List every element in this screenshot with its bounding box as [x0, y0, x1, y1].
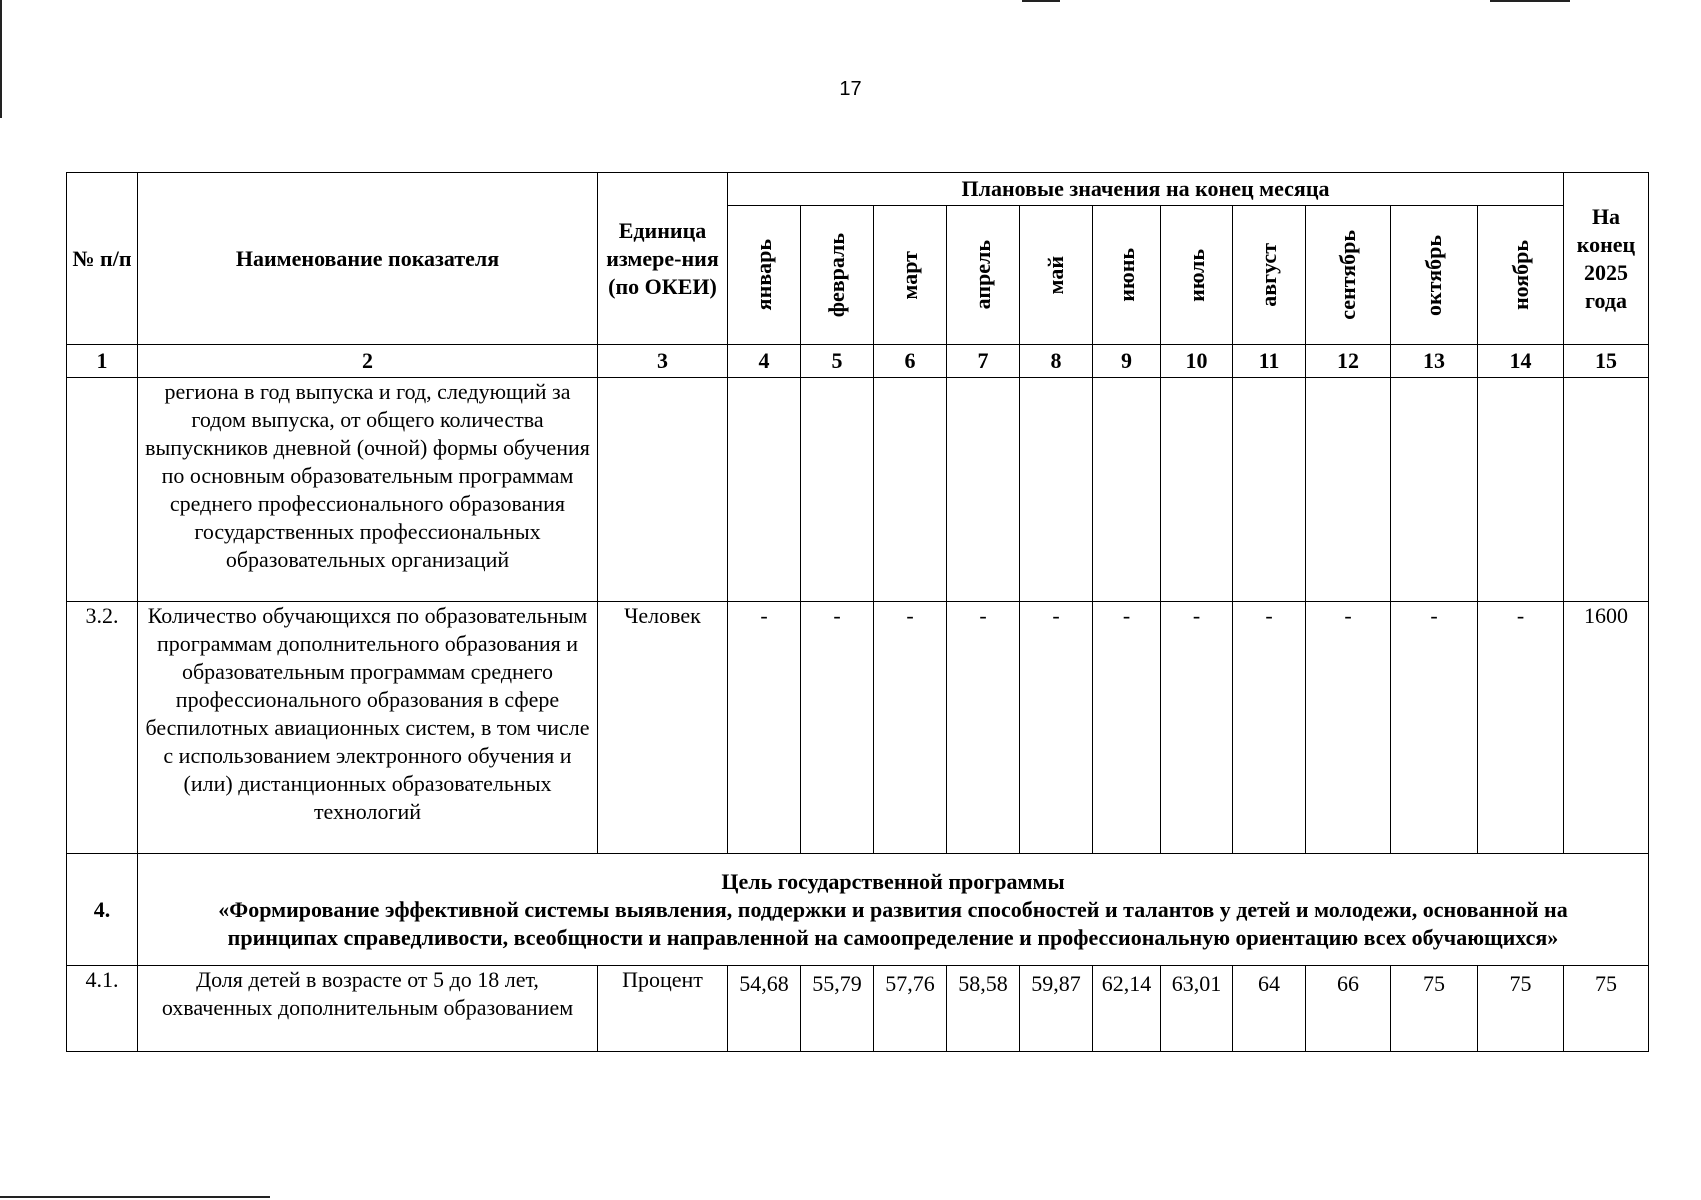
- goal-num: 4.: [67, 854, 138, 966]
- table-row: [67, 602, 1649, 854]
- column-number: 8: [1020, 345, 1093, 378]
- column-numbers-row: [67, 345, 1649, 378]
- header-month: октябрь: [1391, 206, 1478, 345]
- indicator-table: [66, 172, 1649, 1052]
- row-value: 63,01: [1161, 966, 1233, 1052]
- row-value: -: [1306, 602, 1391, 854]
- column-number: 2: [138, 345, 598, 378]
- column-number: 15: [1564, 345, 1649, 378]
- row-end-value: 75: [1564, 966, 1649, 1052]
- row-value: [1306, 378, 1391, 602]
- header-month: июль: [1161, 206, 1233, 345]
- row-value: 75: [1478, 966, 1564, 1052]
- header-month: февраль: [801, 206, 874, 345]
- row-value: 62,14: [1093, 966, 1161, 1052]
- column-number: 14: [1478, 345, 1564, 378]
- header-month: январь: [728, 206, 801, 345]
- row-value: 64: [1233, 966, 1306, 1052]
- page-number: 17: [839, 78, 862, 100]
- row-end-value: [1564, 378, 1649, 602]
- header-name: Наименование показателя: [138, 173, 598, 345]
- row-unit: [598, 378, 728, 602]
- row-value: 54,68: [728, 966, 801, 1052]
- column-number: 12: [1306, 345, 1391, 378]
- row-value: 57,76: [874, 966, 947, 1052]
- header-row-1: [67, 173, 1649, 206]
- column-number: 5: [801, 345, 874, 378]
- column-number: 10: [1161, 345, 1233, 378]
- row-value: -: [728, 602, 801, 854]
- table-row: [67, 966, 1649, 1052]
- row-value: -: [1233, 602, 1306, 854]
- row-value: [1233, 378, 1306, 602]
- table-row: [67, 378, 1649, 602]
- row-name: Количество обучающихся по образовательным программам дополнительного образования и образовательным программам среднего профессионального образования в сфере беспилотных авиационных систем, в том числе с использованием электронного обучения и (или) дистанционных образовательных технологий: [138, 602, 598, 854]
- row-value: [1478, 378, 1564, 602]
- column-number: 4: [728, 345, 801, 378]
- row-value: -: [947, 602, 1020, 854]
- scan-edge-bottom: [0, 1196, 270, 1198]
- column-number: 11: [1233, 345, 1306, 378]
- goal-row: [67, 854, 1649, 966]
- row-value: [728, 378, 801, 602]
- header-month: май: [1020, 206, 1093, 345]
- row-value: [874, 378, 947, 602]
- row-unit: Процент: [598, 966, 728, 1052]
- column-number: 1: [67, 345, 138, 378]
- row-value: [801, 378, 874, 602]
- header-month: август: [1233, 206, 1306, 345]
- goal-text: «Формирование эффективной системы выявления, поддержки и развития способностей и талантов у детей и молодежи, основанной на принципах справедливости, всеобщности и направленной на самоопределение и профессиональную ориентацию всех обучающихся»: [218, 896, 1568, 950]
- row-value: 75: [1391, 966, 1478, 1052]
- row-value: -: [801, 602, 874, 854]
- goal-cell: [138, 854, 1649, 966]
- row-value: -: [1478, 602, 1564, 854]
- header-end-of-year: На конец 2025 года: [1564, 173, 1649, 345]
- row-name: Доля детей в возрасте от 5 до 18 лет, охваченных дополнительным образованием: [138, 966, 598, 1052]
- row-value: [1093, 378, 1161, 602]
- row-value: [947, 378, 1020, 602]
- header-month: апрель: [947, 206, 1020, 345]
- scan-edge-top-mid: [1022, 0, 1060, 2]
- header-month: июнь: [1093, 206, 1161, 345]
- column-number: 9: [1093, 345, 1161, 378]
- row-value: -: [1161, 602, 1233, 854]
- row-value: [1391, 378, 1478, 602]
- column-number: 13: [1391, 345, 1478, 378]
- header-unit: Единица измере-ния (по ОКЕИ): [598, 173, 728, 345]
- header-num: № п/п: [67, 173, 138, 345]
- scan-edge-top-right: [1490, 0, 1570, 2]
- header-month: март: [874, 206, 947, 345]
- row-value: -: [1391, 602, 1478, 854]
- column-number: 3: [598, 345, 728, 378]
- column-number: 7: [947, 345, 1020, 378]
- row-value: [1161, 378, 1233, 602]
- row-value: 58,58: [947, 966, 1020, 1052]
- row-unit: Человек: [598, 602, 728, 854]
- row-value: 66: [1306, 966, 1391, 1052]
- header-month: ноябрь: [1478, 206, 1564, 345]
- row-num: [67, 378, 138, 602]
- header-month: сентябрь: [1306, 206, 1391, 345]
- row-num: 4.1.: [67, 966, 138, 1052]
- row-value: -: [1020, 602, 1093, 854]
- goal-title: Цель государственной программы: [721, 868, 1065, 894]
- header-planned-group: Плановые значения на конец месяца: [728, 173, 1564, 206]
- row-end-value: 1600: [1564, 602, 1649, 854]
- column-number: 6: [874, 345, 947, 378]
- row-value: [1020, 378, 1093, 602]
- row-value: 55,79: [801, 966, 874, 1052]
- row-name: региона в год выпуска и год, следующий за годом выпуска, от общего количества выпускников дневной (очной) формы обучения по основным образовательным программам среднего профессионального образования государственных профессиональных образовательных организаций: [138, 378, 598, 602]
- row-value: 59,87: [1020, 966, 1093, 1052]
- row-num: 3.2.: [67, 602, 138, 854]
- row-value: -: [874, 602, 947, 854]
- row-value: -: [1093, 602, 1161, 854]
